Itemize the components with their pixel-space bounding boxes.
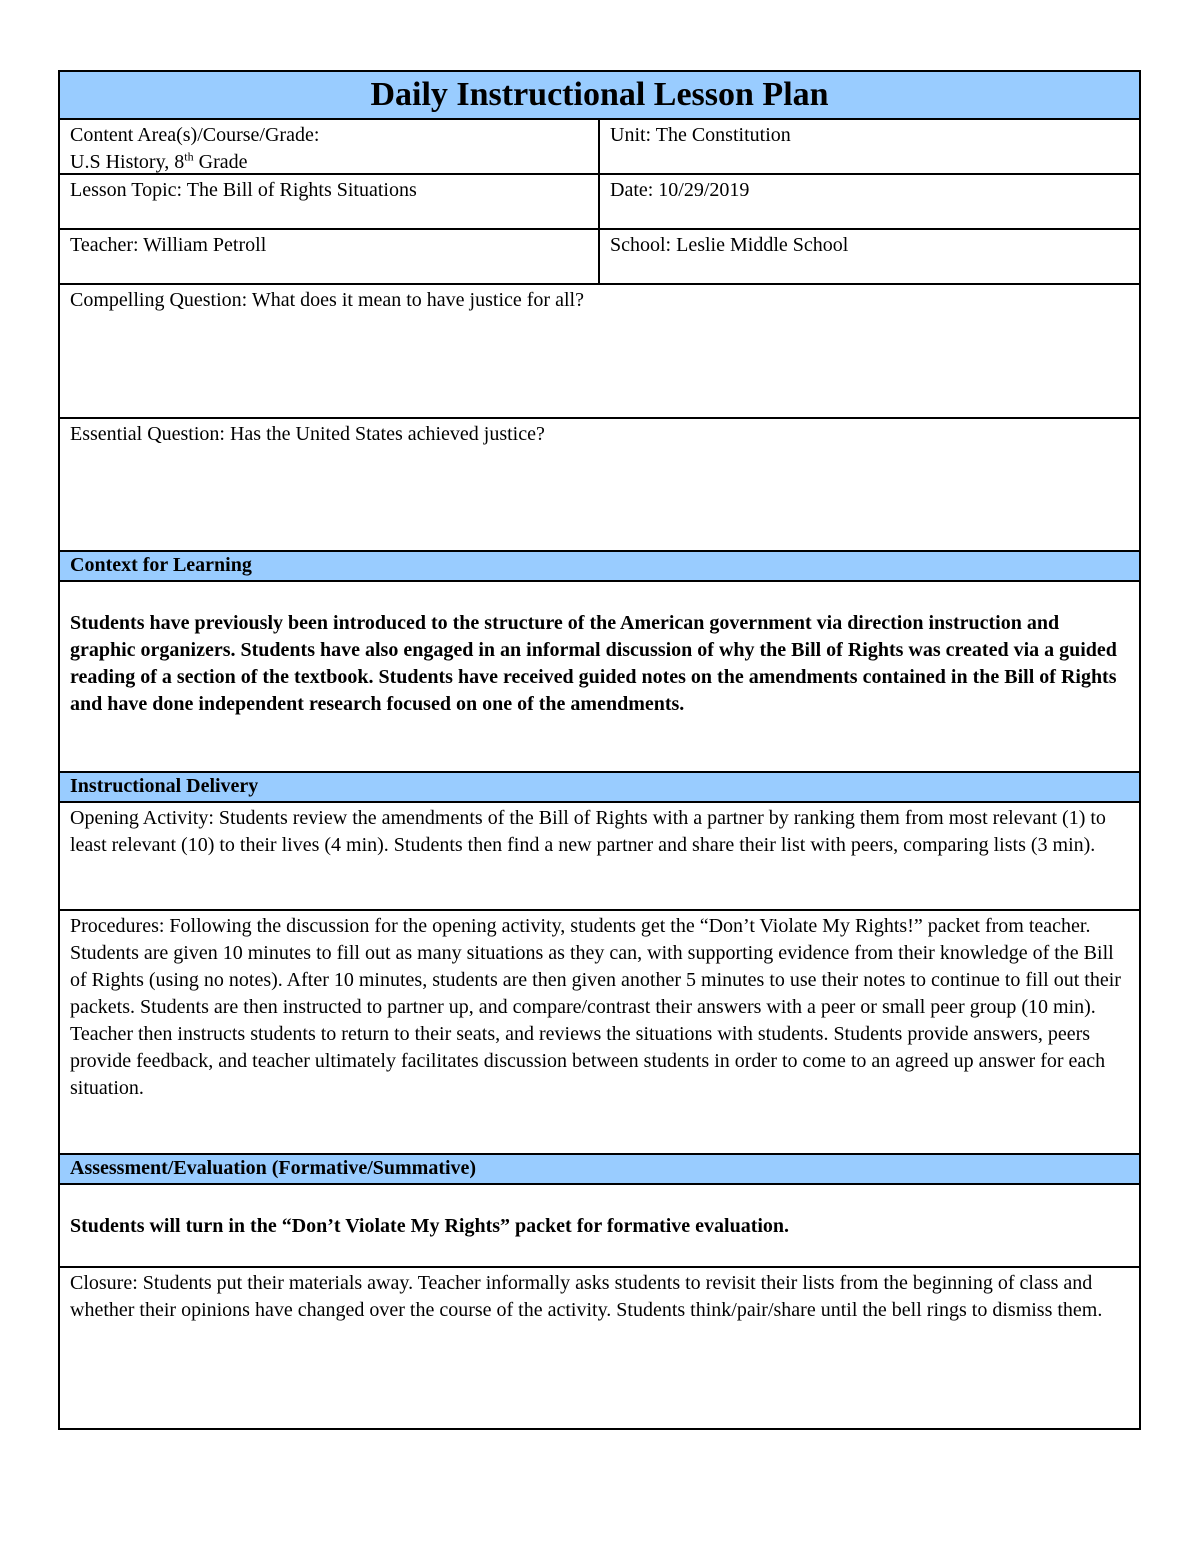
essential-question-row bbox=[60, 417, 1139, 550]
procedures: Procedures: Following the discussion for the opening activity, students get the “Don’t Violate My Rights!” packet from teacher. Students are given 10 minutes to fill out as many situations as they can, with supporting evidence from their knowledge of the Bill of Rights (using no notes). After 10 minutes, students are then given another 5 minutes to use their notes to continue to fill out their packets. Students are then instructed to partner up, and compare/contrast their answers with a peer or small peer group (10 min). Teacher then instructs students to return to their seats, and reviews the situations with students. Students provide answers, peers provide feedback, and teacher ultimately facilitates discussion between students in order to come to an agreed up answer for each situation. bbox=[70, 915, 1121, 1099]
assessment-header: Assessment/Evaluation (Formative/Summative) bbox=[60, 1155, 1139, 1183]
content-area-course: U.S History, 8 bbox=[70, 151, 185, 173]
teacher-cell: Teacher: William Petroll bbox=[60, 230, 600, 283]
unit-cell: Unit: The Constitution bbox=[610, 124, 791, 146]
context-header-row bbox=[60, 550, 1139, 580]
topic-date-row bbox=[60, 173, 1139, 228]
essential-question: Essential Question: Has the United States achieved justice? bbox=[70, 423, 545, 445]
opening-activity: Opening Activity: Students review the amendments of the Bill of Rights with a partner by ranking them from most relevant (1) to least relevant (10) to their lives (4 min). Students then find a new partner and share their list with peers, comparing lists (3 min). bbox=[70, 807, 1106, 856]
content-area-value bbox=[70, 149, 588, 176]
school-cell: School: Leslie Middle School bbox=[610, 234, 849, 256]
date-cell: Date: 10/29/2019 bbox=[610, 179, 750, 201]
closure-row bbox=[60, 1266, 1139, 1428]
instructional-delivery-header: Instructional Delivery bbox=[60, 773, 1139, 801]
content-unit-row bbox=[60, 118, 1139, 173]
content-area-cell bbox=[60, 120, 600, 173]
assessment-header-row bbox=[60, 1153, 1139, 1183]
compelling-question-row bbox=[60, 283, 1139, 417]
title-row bbox=[60, 72, 1139, 118]
assessment-body-row bbox=[60, 1183, 1139, 1266]
teacher-school-row bbox=[60, 228, 1139, 283]
lesson-plan-table bbox=[58, 70, 1141, 1430]
content-area-label: Content Area(s)/Course/Grade: bbox=[70, 124, 320, 146]
assessment-body: Students will turn in the “Don’t Violate My Rights” packet for formative evaluation. bbox=[70, 1215, 790, 1237]
page-title: Daily Instructional Lesson Plan bbox=[370, 76, 829, 113]
grade-ordinal-suffix: th bbox=[184, 149, 194, 164]
instructional-header-row bbox=[60, 771, 1139, 801]
context-header: Context for Learning bbox=[60, 552, 1139, 580]
context-body-row bbox=[60, 580, 1139, 771]
lesson-topic-cell: Lesson Topic: The Bill of Rights Situations bbox=[60, 175, 600, 228]
content-area-grade: Grade bbox=[193, 151, 248, 173]
procedures-row bbox=[60, 909, 1139, 1153]
context-body: Students have previously been introduced to the structure of the American government via direction instruction and graphic organizers. Students have also engaged in an informal discussion of why the Bill of Rights was created via a guided reading of a section of the textbook. Students have received guided notes on the amendments contained in the Bill of Rights and have done independent research focused on one of the amendments. bbox=[70, 612, 1117, 715]
closure: Closure: Students put their materials away. Teacher informally asks students to revisit their lists from the beginning of class and whether their opinions have changed over the course of the activity. Students think/pair/share until the bell rings to dismiss them. bbox=[70, 1272, 1103, 1321]
opening-activity-row bbox=[60, 801, 1139, 909]
compelling-question: Compelling Question: What does it mean to have justice for all? bbox=[70, 289, 584, 311]
